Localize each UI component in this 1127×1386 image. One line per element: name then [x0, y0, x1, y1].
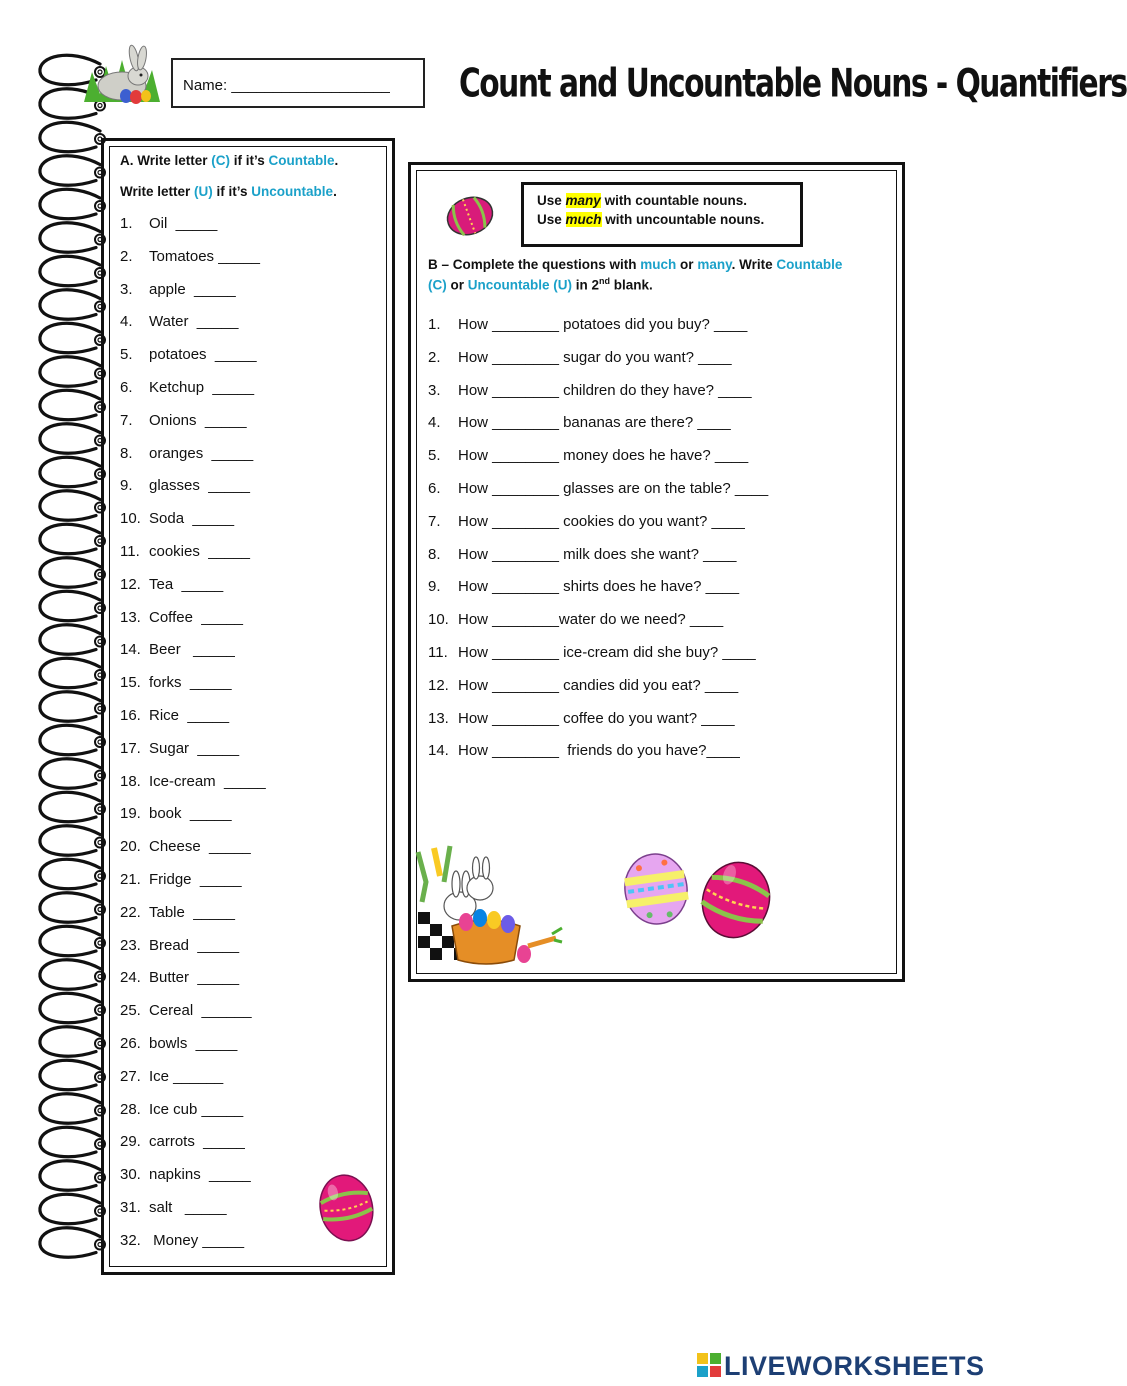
- item-number: 13.: [428, 709, 449, 727]
- item-text[interactable]: Butter _____: [149, 969, 240, 987]
- item-question[interactable]: How ________ bananas are there? ____: [458, 414, 731, 432]
- item-text[interactable]: oranges _____: [149, 444, 254, 462]
- section-b-item: [428, 414, 731, 431]
- item-text[interactable]: cookies _____: [149, 543, 250, 560]
- item-text[interactable]: Money _____: [149, 1231, 245, 1249]
- item-text[interactable]: carrots _____: [149, 1133, 245, 1151]
- item-text[interactable]: glasses _____: [149, 477, 250, 495]
- section-a-item: [120, 215, 217, 232]
- item-number: 14.: [120, 641, 141, 659]
- item-question[interactable]: How ________ coffee do you want? ____: [458, 709, 735, 727]
- item-number: 4.: [428, 414, 441, 432]
- name-label: Name: ___________________: [183, 77, 390, 94]
- easter-egg-clipart-pink: [696, 858, 776, 942]
- item-text[interactable]: Water _____: [149, 313, 239, 331]
- item-text[interactable]: forks _____: [149, 674, 232, 692]
- item-number: 17.: [120, 739, 141, 757]
- easter-egg-clipart-small: [444, 194, 496, 238]
- item-number: 22.: [120, 903, 141, 921]
- section-a-item: [120, 1232, 244, 1249]
- section-a-item: [120, 1101, 243, 1118]
- section-b-item: [428, 546, 737, 563]
- item-number: 3.: [428, 381, 441, 399]
- item-question[interactable]: How ________ glasses are on the table? ____: [458, 480, 769, 497]
- item-number: 29.: [120, 1133, 141, 1151]
- section-a-item: [120, 1166, 251, 1183]
- item-question[interactable]: How ________ cookies do you want? ____: [458, 512, 745, 530]
- item-number: 10.: [428, 611, 449, 629]
- item-number: 1.: [428, 316, 441, 333]
- easter-egg-clipart-pastel: [620, 852, 692, 926]
- section-b-item: [428, 677, 738, 694]
- item-number: 2.: [428, 348, 441, 366]
- item-number: 4.: [120, 313, 133, 331]
- item-number: 20.: [120, 838, 141, 856]
- section-a-item: [120, 248, 260, 265]
- item-text[interactable]: book _____: [149, 805, 232, 823]
- item-number: 8.: [120, 444, 133, 462]
- section-a-item: [120, 707, 229, 724]
- section-b-item: [428, 513, 745, 530]
- section-a-item: [120, 477, 250, 494]
- page-title: Count and Uncountable Nouns - Quantifiers: [459, 60, 1127, 107]
- item-text[interactable]: Bread _____: [149, 936, 240, 954]
- item-text[interactable]: bowls _____: [149, 1035, 238, 1052]
- section-a-instruction-2: Write letter (U) if it’s Uncountable.: [120, 184, 337, 199]
- item-question[interactable]: How ________ ice-cream did she buy? ____: [458, 644, 756, 661]
- item-question[interactable]: How ________ potatoes did you buy? ____: [458, 316, 748, 333]
- section-a-item: [120, 1199, 227, 1216]
- item-number: 11.: [120, 543, 140, 560]
- section-a-item: [120, 412, 247, 429]
- section-a-item: [120, 1133, 245, 1150]
- item-text[interactable]: potatoes _____: [149, 346, 257, 364]
- item-number: 28.: [120, 1100, 141, 1118]
- section-a-item: [120, 904, 235, 921]
- item-number: 1.: [120, 215, 133, 232]
- section-a-item: [120, 1068, 223, 1085]
- section-b-item: [428, 742, 740, 759]
- item-number: 32.: [120, 1231, 141, 1249]
- section-a-item: [120, 674, 232, 691]
- item-question[interactable]: How ________ friends do you have?____: [458, 742, 740, 760]
- section-a-item: [120, 510, 234, 527]
- liveworksheets-logo-text: LIVEWORKSHEETS: [724, 1351, 985, 1381]
- item-text[interactable]: Onions _____: [149, 411, 247, 429]
- item-text[interactable]: Ice ______: [149, 1067, 224, 1085]
- section-a-item: [120, 379, 254, 396]
- item-question[interactable]: How ________ milk does she want? ____: [458, 545, 737, 563]
- section-a-item: [120, 805, 232, 822]
- rabbits-basket-clipart: [416, 842, 562, 972]
- section-a-item: [120, 969, 239, 986]
- item-number: 19.: [120, 805, 141, 823]
- item-text[interactable]: Beer _____: [149, 641, 235, 659]
- item-number: 6.: [428, 480, 441, 497]
- section-b-item: [428, 578, 739, 595]
- item-text[interactable]: Ice-cream _____: [149, 772, 266, 790]
- section-a-item: [120, 838, 251, 855]
- section-a-instruction-1: A. Write letter (C) if it’s Countable.: [120, 153, 339, 168]
- item-number: 3.: [120, 280, 133, 298]
- spiral-binding-decoration: [30, 48, 110, 1258]
- item-number: 16.: [120, 707, 141, 724]
- section-b-instruction-2: (C) or Uncountable (U) in 2nd blank.: [428, 276, 653, 293]
- item-number: 13.: [120, 608, 141, 626]
- section-a-item: [120, 313, 239, 330]
- item-text[interactable]: Ketchup _____: [149, 379, 255, 396]
- section-a-item: [120, 281, 236, 298]
- item-text[interactable]: Cereal ______: [149, 1002, 252, 1020]
- item-question[interactable]: How ________ money does he have? ____: [458, 447, 749, 465]
- usage-note-much: Use much with uncountable nouns.: [537, 212, 765, 227]
- item-question[interactable]: How ________ shirts does he have? ____: [458, 578, 740, 596]
- section-b-item: [428, 611, 723, 628]
- item-question[interactable]: How ________ sugar do you want? ____: [458, 348, 732, 366]
- item-number: 9.: [428, 578, 441, 596]
- item-text[interactable]: Sugar _____: [149, 739, 240, 757]
- item-number: 7.: [428, 512, 441, 530]
- item-text[interactable]: napkins _____: [149, 1166, 251, 1184]
- item-number: 27.: [120, 1067, 141, 1085]
- item-text[interactable]: salt _____: [149, 1199, 227, 1216]
- section-a-item: [120, 1002, 252, 1019]
- item-number: 21.: [120, 871, 141, 888]
- usage-note-many: Use many with countable nouns.: [537, 193, 748, 208]
- item-text[interactable]: Fridge _____: [149, 871, 242, 888]
- section-a-item: [120, 871, 242, 888]
- section-a-item: [120, 937, 239, 954]
- item-number: 5.: [428, 447, 441, 465]
- item-number: 10.: [120, 510, 141, 528]
- item-question[interactable]: How ________water do we need? ____: [458, 611, 724, 629]
- item-text[interactable]: Oil _____: [149, 215, 218, 232]
- rabbit-easter-clipart: [82, 42, 162, 110]
- item-number: 30.: [120, 1166, 141, 1184]
- section-b-item: [428, 382, 752, 399]
- section-b-instruction-1: B – Complete the questions with much or many. Write Countable: [428, 257, 843, 272]
- item-number: 5.: [120, 346, 133, 364]
- section-a-item: [120, 641, 235, 658]
- item-number: 12.: [428, 676, 449, 694]
- item-text[interactable]: Rice _____: [149, 707, 230, 724]
- item-number: 14.: [428, 742, 449, 760]
- item-number: 2.: [120, 247, 133, 265]
- section-a-item: [120, 576, 223, 593]
- section-b-item: [428, 447, 748, 464]
- liveworksheets-logo-icon: [697, 1353, 721, 1377]
- item-number: 31.: [120, 1199, 141, 1216]
- section-a-item: [120, 346, 257, 363]
- item-number: 9.: [120, 477, 133, 495]
- item-number: 8.: [428, 545, 441, 563]
- item-number: 26.: [120, 1035, 141, 1052]
- section-b-item: [428, 316, 747, 333]
- item-number: 25.: [120, 1002, 141, 1020]
- section-a-item: [120, 445, 253, 462]
- item-number: 6.: [120, 379, 133, 396]
- section-b-item: [428, 480, 768, 497]
- item-number: 23.: [120, 936, 141, 954]
- section-a-item: [120, 1035, 237, 1052]
- item-number: 24.: [120, 969, 141, 987]
- section-a-item: [120, 609, 243, 626]
- item-text[interactable]: Coffee _____: [149, 608, 243, 626]
- section-b-item: [428, 710, 735, 727]
- item-text[interactable]: Tomatoes _____: [149, 247, 260, 265]
- item-question[interactable]: How ________ candies did you eat? ____: [458, 676, 739, 694]
- easter-egg-clipart: [314, 1168, 378, 1244]
- section-a-item: [120, 773, 266, 790]
- section-a-item: [120, 543, 250, 560]
- section-b-item: [428, 644, 756, 661]
- item-number: 12.: [120, 575, 141, 593]
- item-text[interactable]: Cheese _____: [149, 838, 251, 856]
- item-text[interactable]: Soda _____: [149, 510, 235, 528]
- section-b-item: [428, 349, 732, 366]
- item-number: 15.: [120, 674, 141, 692]
- item-text[interactable]: Table _____: [149, 903, 235, 921]
- section-a-item: [120, 740, 239, 757]
- item-number: 18.: [120, 772, 141, 790]
- item-text[interactable]: apple _____: [149, 280, 236, 298]
- item-number: 7.: [120, 411, 133, 429]
- item-text[interactable]: Ice cub _____: [149, 1100, 244, 1118]
- item-number: 11.: [428, 644, 448, 661]
- item-text[interactable]: Tea _____: [149, 575, 224, 593]
- item-question[interactable]: How ________ children do they have? ____: [458, 381, 752, 399]
